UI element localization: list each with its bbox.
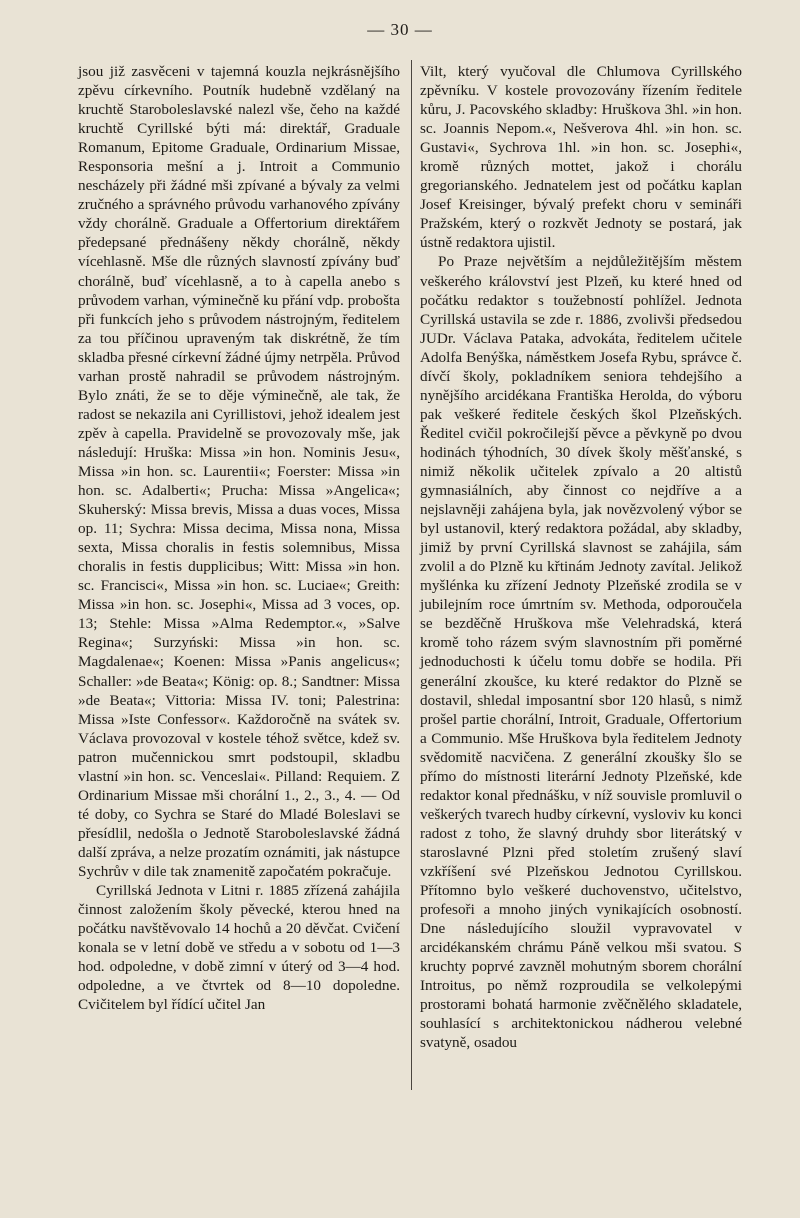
paragraph: Po Praze největším a nejdůležitějším městem veškerého království jest Plzeň, ku které hned od počátku redaktor s toužebností pohlížel. Jednota Cyrillská ustavila se zde r. 1886, zvolivši předsedou JUDr. Václava Pataka, advokáta, ředitelem učitele Adolfa Benýška, náměstkem Josefa Rybu, správce č. dívčí školy, pokladníkem seniora tehdejšího a nynějšího arcidékana Františka Herolda, do výboru pak veškeré ředitele českých škol Plzeňských. Ředitel cvičil pokročilejší pěvce a pěvkyně po dvou hodinách týhodních, 30 dívek školy měšťanské, s nimiž několik učitelek zpívalo a 20 altistů gymnasiálních, aby činnost co nejdříve a a nejslavněji zahájena byla, jak novězvolený výbor se byl ustanovil, který redaktora požádal, aby skladby, jimiž by první Cyrillská slavnost se zahájila, sám zvolil a do Plzně ku křtinám Jednoty zavítal. Jelikož myšlénka ku zřízení Jednoty Plzeňské zrodila se v jubilejním roce úmrtním sv. Methoda, odporoučela se bezděčně Hruškova mše Velehradská, která kromě toho rázem svým slavnostním při poměrné jednoduchosti k účelu tomu dobře se hodila. Při generální zkoušce, ku které redaktor do Plzně se dostavil, shledal imposantní sbor 120 hlasů, s nimž prošel partie chorální, Introit, Graduale, Offertorium a Communio. Mše Hruškova byla ředitelem Jednoty svědomitě nacvičena. Z generální zkoušky šlo se přímo do místnosti literární Jednoty Plzeňské, kde redaktor konal přednášku, v níž souvisle promluvil o veškerých tvarech hudby církevní, vysloviv ku konci radost z toho, že slavný druhdy sbor literátský v staroslavné Plzni před stoletím zrušený slaví vzkříšení své Plzeňskou Jednotou Cyrillskou. Přítomno bylo veškeré duchovenstvo, učitelstvo, profesoři a mnoho jiných vynikajících osobností. Dne následujícího sloužil vypravovatel v arcidékanském chrámu Páně velkou mši svatou. S kruchty poprvé zavzněl mohutným sborem chorální Introitus, po němž rozproudila se velkolepými prostorami bohatá harmonie zvěčnělého skladatele, souhlasící s architektonickou nádherou velebné svatyně, osadou — [420, 253, 742, 1052]
page-number: — 30 — — [367, 20, 433, 39]
paragraph: jsou již zasvěceni v tajemná kouzla nejkrásnějšího zpěvu církevního. Poutník hudebně vzdělaný na kruchtě Staroboleslavské nalezl vše, čeho na každé kruchtě Cyrillské býti má: direktář, Graduale Romanum, Epitome Graduale, Ordinarium Missae, Responsoria mešní a j. Introit a Communio nescházely při žádné mši zpívané a bývaly za velmi zručného a správného průvodu varhanového zpívány vždy chorálně. Graduale a Offertorium direktářem předepsané přednášeny někdy chorálně, někdy vícehlasně. Mše dle různých slavností zpívány buď chorálně, buď vícehlasně, a to à capella anebo s průvodem varhan, výminečně ku přání vdp. probošta při funkcích jeho s průvodem nástrojným, ředitelem za tou příčinou upraveným tak diskrétně, že tím skladba přesné církevní žádné újmy netrpěla. Průvod varhan prostě nahradil se průvodem nástrojným. Bylo znáti, že se to děje výminečně, ale tak, že radost se nekazila ani Cyrillistovi, jehož idealem jest zpěv à capella. Pravidelně se provozovaly mše, jak následují: Hruška: Missa »in hon. Nominis Jesu«, Missa »in hon. sc. Laurentii«; Foerster: Missa »in hon. sc. Adalberti«; Prucha: Missa »Angelica«; Skuherský: Missa brevis, Missa a duas voces, Missa op. 11; Sychra: Missa decima, Missa nona, Missa sexta, Missa choralis in festis solemnibus, Missa choralis in festis dupplicibus; Witt: Missa »in hon. sc. Francisci«, Missa »in hon. sc. Luciae«; Greith: Missa »in hon. sc. Josephi«, Missa ad 3 voces, op. 13; Stehle: Missa »Alma Redemptor.«, »Salve Regina«; Surzyński: Missa »in hon. sc. Magdalenae«; Koenen: Missa »Panis angelicus«; Schaller: »de Beata«; König: op. 8.; Sandtner: Missa »de Beata«; Vittoria: Missa IV. toni; Palestrina: Missa »Iste Confessor«. Každoročně na svátek sv. Václava provozoval v kostele téhož světce, kdež sv. patron mučennickou smrt podstoupil, skladbu vlastní »in hon. sc. Venceslai«. Pilland: Requiem. Z Ordinarium Missae mši chorální 1., 2., 3., 4. — Od té doby, co Sychra se Staré do Mladé Boleslavi se přesídlil, nedošla o Jednotě Staroboleslavské žádná další zpráva, a nelze prozatím oznámiti, jak nástupce Sychrův v dile tak znamenitě započatém pokračuje. — [78, 63, 400, 880]
right-column — [420, 62, 742, 1052]
left-column — [78, 62, 400, 1014]
paragraph: Cyrillská Jednota v Litni r. 1885 zřízená zahájila činnost založením školy pěvecké, kterou hned na počátku navštěvovalo 14 hochů a 20 děvčat. Cvičení konala se v letní době ve středu a v sobotu od 1—3 hod. odpoledne, v době zimní v úterý od 3—4 hod. odpoledne, a ve čtvrtek od 8—10 dopoledne. Cvičitelem byl řídící učitel Jan — [78, 882, 400, 1014]
paragraph: Vilt, který vyučoval dle Chlumova Cyrillského zpěvníku. V kostele provozovány řízеním ředitele kůru, J. Pacovského skladby: Hruškova 3hl. »in hon. sc. Joannis Nepom.«, Nešverova 4hl. »in hon. sc. Gustavi«, Sychrova 1hl. »in hon. sc. Josephi«, kromě různých mottet, jakož i chorálu gregorianského. Jednatelem jest od počátku kaplan Josef Kreisinger, bývalý prefekt choru v semináři Pražském, který o rozkvět Jednoty se postará, jak ústně redaktora ujistil. — [420, 63, 742, 252]
column-divider — [411, 60, 412, 1090]
